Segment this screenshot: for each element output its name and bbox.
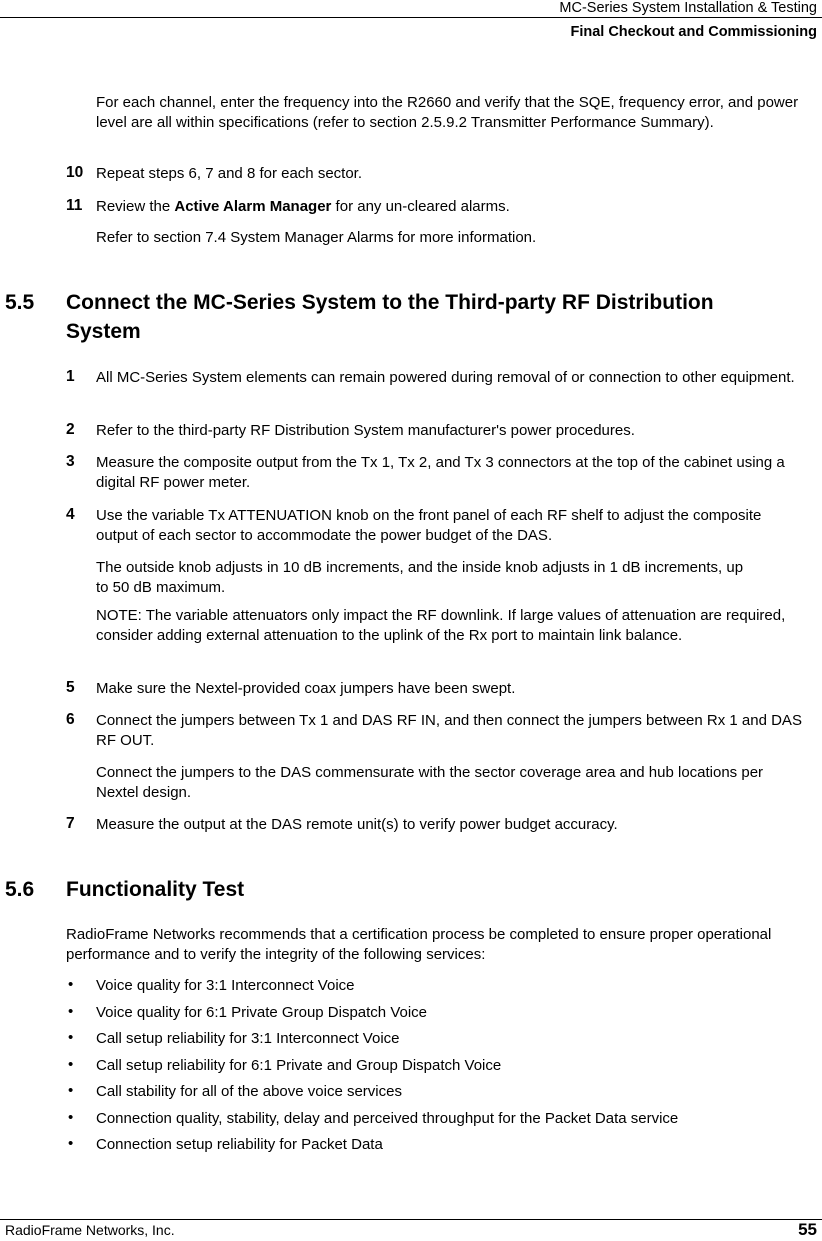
step-number: 11 xyxy=(66,197,83,214)
step-text: Refer to the third-party RF Distribution System manufacturer's power procedures. xyxy=(96,422,635,439)
section-title-line: Connect the MC-Series System to the Third-party RF Distribution xyxy=(66,291,714,314)
bullet-marker: • xyxy=(68,1082,74,1099)
step-number: 1 xyxy=(66,368,75,385)
step-number: 10 xyxy=(66,164,84,181)
page-number: 55 xyxy=(798,1220,817,1239)
list-item: Call stability for all of the above voice services xyxy=(96,1083,402,1100)
step-text-post: for any un-cleared alarms. xyxy=(331,198,510,215)
step-text-pre: Review the xyxy=(96,198,175,215)
step-number: 4 xyxy=(66,506,75,523)
step-note: Refer to section 7.4 System Manager Alarms for more information. xyxy=(96,229,537,246)
step-number: 3 xyxy=(66,453,75,470)
header-rule xyxy=(0,17,822,18)
step-text: Measure the output at the DAS remote unit(s) to verify power budget accuracy. xyxy=(96,816,618,833)
step-text: Use the variable Tx ATTENUATION knob on the front panel of each RF shelf to adjust the composite output of each sector to accommodate the power budget of the DAS. xyxy=(96,507,762,544)
step-number: 7 xyxy=(66,815,75,832)
section-intro: RadioFrame Networks recommends that a certification process be completed to ensure proper operational performance and to verify the integrity of the following services: xyxy=(66,926,772,963)
step-note: Connect the jumpers to the DAS commensurate with the sector coverage area and hub locations per Nextel design. xyxy=(96,764,764,801)
section-title: Functionality Test xyxy=(66,878,245,901)
list-item: Connection setup reliability for Packet Data xyxy=(96,1136,383,1153)
step-note: NOTE: The variable attenuators only impact the RF downlink. If large values of attenuation are required, consider adding external attenuation to the uplink of the Rx port to maintain link balance. xyxy=(96,607,786,644)
step-text: All MC-Series System elements can remain powered during removal of or connection to other equipment. xyxy=(96,369,795,386)
bullet-marker: • xyxy=(68,1003,74,1020)
step-number: 6 xyxy=(66,711,75,728)
bullet-marker: • xyxy=(68,1029,74,1046)
section-number: 5.5 xyxy=(5,291,35,314)
bullet-marker: • xyxy=(68,976,74,993)
step-text: Repeat steps 6, 7 and 8 for each sector. xyxy=(96,165,363,182)
list-item: Call setup reliability for 3:1 Interconnect Voice xyxy=(96,1030,400,1047)
step-text: Connect the jumpers between Tx 1 and DAS RF IN, and then connect the jumpers between Rx 1 and DAS RF OUT. xyxy=(96,712,802,749)
bullet-marker: • xyxy=(68,1056,74,1073)
header-title: MC-Series System Installation & Testing xyxy=(559,0,817,16)
step-text: Measure the composite output from the Tx 1, Tx 2, and Tx 3 connectors at the top of the cabinet using a digital RF power meter. xyxy=(96,454,785,491)
footer-company: RadioFrame Networks, Inc. xyxy=(5,1222,175,1238)
step-number: 5 xyxy=(66,679,75,696)
step-text xyxy=(96,197,510,217)
list-item: Voice quality for 6:1 Private Group Dispatch Voice xyxy=(96,1004,428,1021)
section-number: 5.6 xyxy=(5,878,35,901)
list-item: Call setup reliability for 6:1 Private and Group Dispatch Voice xyxy=(96,1057,502,1074)
bullet-marker: • xyxy=(68,1109,74,1126)
header-subtitle: Final Checkout and Commissioning xyxy=(570,24,817,40)
intro-paragraph: For each channel, enter the frequency into the R2660 and verify that the SQE, frequency error, and power level are all within specifications (refer to section 2.5.9.2 Transmitter Performance Summary). xyxy=(96,94,799,131)
step-number: 2 xyxy=(66,421,75,438)
footer-rule xyxy=(0,1219,822,1220)
list-item: Connection quality, stability, delay and perceived throughput for the Packet Data service xyxy=(96,1110,679,1127)
section-title-line: System xyxy=(66,320,141,343)
section-title xyxy=(66,288,822,346)
bullet-marker: • xyxy=(68,1135,74,1152)
list-item: Voice quality for 3:1 Interconnect Voice xyxy=(96,977,355,994)
step-text: Make sure the Nextel-provided coax jumpers have been swept. xyxy=(96,680,516,697)
step-note: The outside knob adjusts in 10 dB increments, and the inside knob adjusts in 1 dB increments, up to 50 dB maximum. xyxy=(96,559,744,596)
active-alarm-manager-label: Active Alarm Manager xyxy=(174,198,332,215)
